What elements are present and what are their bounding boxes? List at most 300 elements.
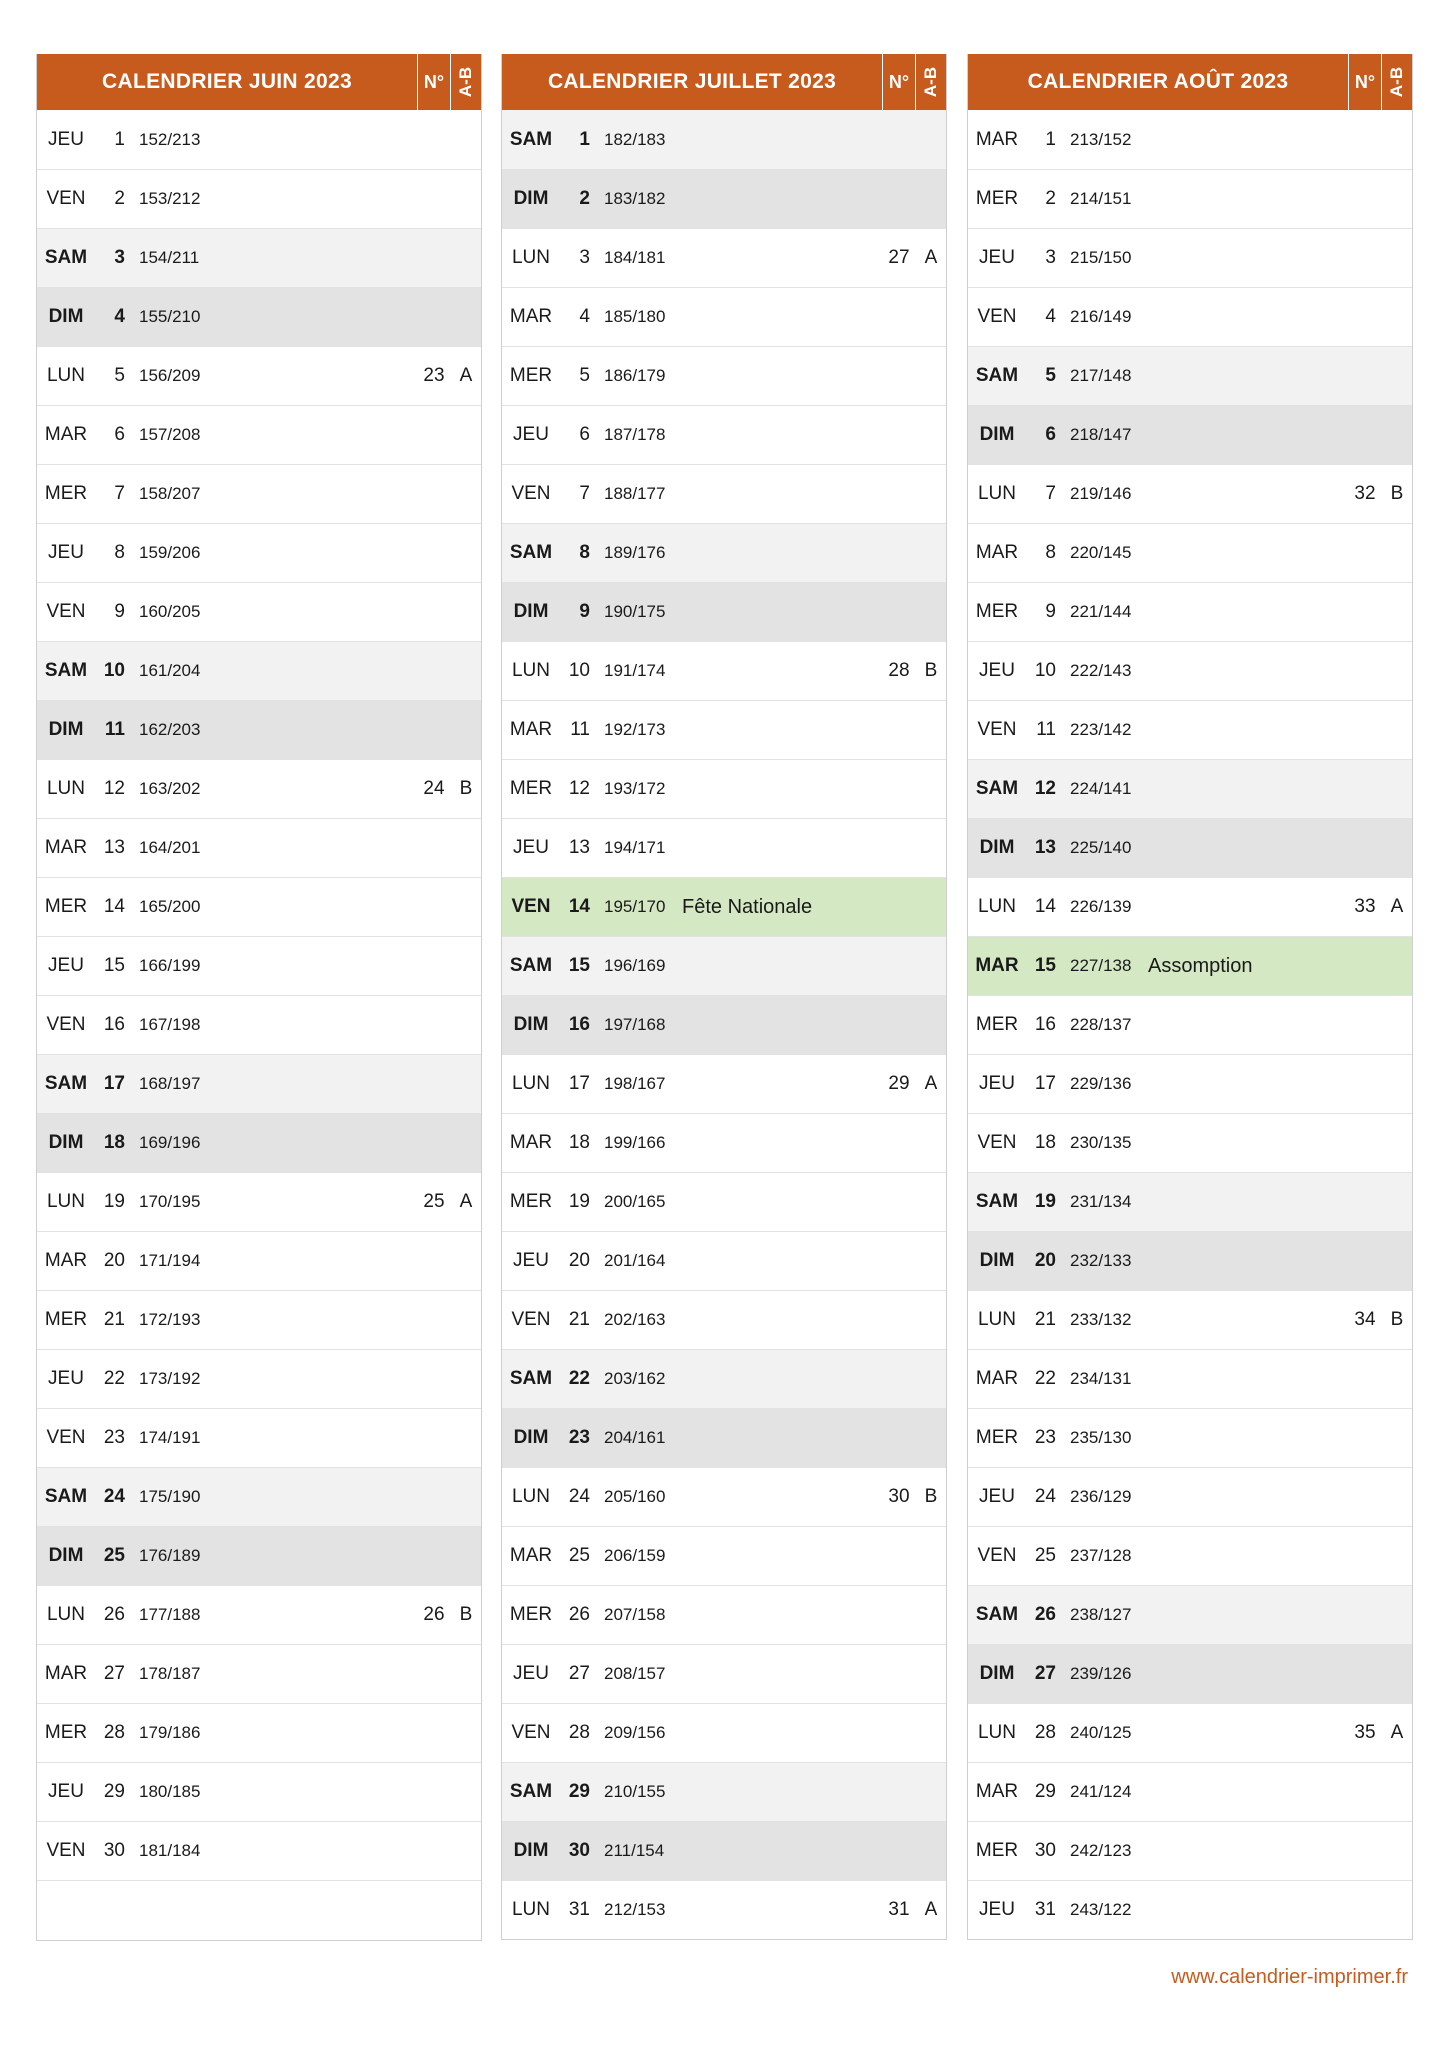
- day-number: 27: [568, 1663, 590, 1684]
- week-number: 32: [1354, 483, 1376, 504]
- day-name: SAM: [44, 1486, 88, 1507]
- day-count: 203/162: [604, 1369, 666, 1388]
- week-number: 25: [423, 1191, 445, 1212]
- day-list: [968, 110, 1412, 1939]
- day-note: Assomption: [1148, 954, 1253, 977]
- day-count: 237/128: [1070, 1546, 1132, 1565]
- ab-week: A: [924, 247, 938, 268]
- day-name: VEN: [46, 1840, 86, 1861]
- day-number: 20: [103, 1250, 125, 1271]
- day-count: 167/198: [139, 1015, 201, 1034]
- day-row: [968, 228, 1412, 287]
- day-name: LUN: [511, 660, 550, 681]
- day-row: [502, 759, 946, 818]
- day-count: 173/192: [139, 1369, 201, 1388]
- day-number: 21: [568, 1309, 590, 1330]
- day-number: 30: [568, 1840, 590, 1861]
- ab-week: A: [924, 1073, 938, 1094]
- day-row: [968, 1526, 1412, 1585]
- day-name: MAR: [509, 306, 553, 327]
- day-count: 172/193: [139, 1310, 201, 1329]
- day-count: 212/153: [604, 1900, 666, 1919]
- day-name: DIM: [513, 1840, 549, 1861]
- day-name: LUN: [977, 1309, 1016, 1330]
- day-count: 175/190: [139, 1487, 201, 1506]
- ab-header: [915, 54, 946, 110]
- day-number: 8: [579, 542, 590, 563]
- day-count: 192/173: [604, 720, 666, 739]
- day-name: JEU: [48, 1368, 84, 1389]
- ab-week: A: [924, 1899, 938, 1920]
- day-name: MER: [44, 1309, 88, 1330]
- day-name: MAR: [44, 424, 88, 445]
- day-name: DIM: [979, 424, 1015, 445]
- day-number: 20: [1034, 1250, 1056, 1271]
- day-number: 11: [570, 719, 590, 740]
- week-number-header: N°: [417, 54, 450, 110]
- day-count: 226/139: [1070, 897, 1132, 916]
- day-count: 176/189: [139, 1546, 201, 1565]
- day-number: 18: [103, 1132, 125, 1153]
- day-count: 240/125: [1070, 1723, 1132, 1742]
- day-number: 13: [103, 837, 125, 858]
- day-row: [37, 287, 481, 346]
- day-number: 2: [1045, 188, 1056, 209]
- day-name: JEU: [979, 1073, 1015, 1094]
- day-number: 26: [103, 1604, 125, 1625]
- day-row: [502, 523, 946, 582]
- day-name: JEU: [979, 247, 1015, 268]
- ab-header-label: A-B: [1387, 66, 1406, 98]
- day-name: MER: [509, 778, 553, 799]
- day-number: 15: [103, 955, 125, 976]
- day-number: 12: [568, 778, 590, 799]
- day-row: [968, 1585, 1412, 1644]
- day-number: 28: [568, 1722, 590, 1743]
- day-row: [37, 1526, 481, 1585]
- day-name: MAR: [975, 955, 1019, 976]
- day-row: [37, 1762, 481, 1821]
- day-count: 163/202: [139, 779, 201, 798]
- day-number: 20: [568, 1250, 590, 1271]
- day-row: [37, 346, 481, 405]
- day-name: VEN: [977, 1132, 1017, 1153]
- day-number: 14: [568, 896, 590, 917]
- day-name: SAM: [509, 1368, 553, 1389]
- day-count: 241/124: [1070, 1782, 1132, 1801]
- day-row: [502, 995, 946, 1054]
- day-number: 8: [1045, 542, 1056, 563]
- day-name: JEU: [979, 1486, 1015, 1507]
- day-count: 205/160: [604, 1487, 666, 1506]
- calendar-july: [501, 54, 947, 1940]
- day-number: 14: [103, 896, 125, 917]
- day-name: JEU: [48, 542, 84, 563]
- day-row: [37, 1290, 481, 1349]
- day-count: 170/195: [139, 1192, 201, 1211]
- day-row: [502, 641, 946, 700]
- day-number: 7: [579, 483, 590, 504]
- day-row: [502, 1644, 946, 1703]
- day-row: [37, 1585, 481, 1644]
- day-name: VEN: [511, 483, 551, 504]
- day-row: [37, 405, 481, 464]
- day-name: MAR: [975, 542, 1019, 563]
- day-name: DIM: [513, 1427, 549, 1448]
- day-number: 12: [1034, 778, 1056, 799]
- day-count: 158/207: [139, 484, 201, 503]
- day-count: 196/169: [604, 956, 666, 975]
- day-name: VEN: [977, 1545, 1017, 1566]
- day-row: [502, 464, 946, 523]
- day-row: [502, 169, 946, 228]
- day-number: 10: [568, 660, 590, 681]
- day-count: 188/177: [604, 484, 666, 503]
- day-name: MER: [509, 365, 553, 386]
- day-row: [502, 287, 946, 346]
- calendar-title: CALENDRIER JUILLET 2023: [547, 70, 837, 93]
- day-number: 5: [579, 365, 590, 386]
- day-row: [37, 1821, 481, 1880]
- day-number: 25: [568, 1545, 590, 1566]
- day-row: [968, 1231, 1412, 1290]
- day-name: LUN: [977, 483, 1016, 504]
- week-number: 27: [888, 247, 910, 268]
- week-number: 24: [423, 778, 445, 799]
- day-name: VEN: [46, 188, 86, 209]
- day-number: 24: [103, 1486, 125, 1507]
- day-name: VEN: [511, 1309, 551, 1330]
- day-row: [968, 995, 1412, 1054]
- day-number: 18: [568, 1132, 590, 1153]
- day-count: 182/183: [604, 129, 666, 149]
- day-row: [968, 169, 1412, 228]
- day-number: 31: [568, 1899, 590, 1920]
- day-name: SAM: [44, 660, 88, 681]
- day-note: Fête Nationale: [682, 895, 813, 918]
- ab-week: B: [1390, 483, 1404, 504]
- day-count: 177/188: [139, 1605, 201, 1624]
- ab-week: B: [1390, 1309, 1404, 1330]
- day-name: LUN: [511, 247, 550, 268]
- day-number: 15: [1034, 955, 1056, 976]
- day-row: [37, 759, 481, 818]
- day-number: 18: [1034, 1132, 1056, 1153]
- day-name: LUN: [977, 896, 1016, 917]
- day-number: 3: [1045, 247, 1056, 268]
- day-row: [968, 1821, 1412, 1880]
- day-number: 14: [1034, 896, 1056, 917]
- day-count: 238/127: [1070, 1605, 1132, 1624]
- day-count: 209/156: [604, 1723, 666, 1742]
- day-name: MER: [509, 1191, 553, 1212]
- day-name: LUN: [511, 1486, 550, 1507]
- day-name: JEU: [513, 837, 549, 858]
- day-row: [968, 877, 1412, 936]
- day-row: [37, 523, 481, 582]
- day-row: [968, 1762, 1412, 1821]
- day-count: 206/159: [604, 1546, 666, 1565]
- day-number: 5: [114, 365, 125, 386]
- day-name: JEU: [513, 424, 549, 445]
- day-number: 22: [568, 1368, 590, 1389]
- day-count: 200/165: [604, 1192, 666, 1211]
- week-number: 30: [888, 1486, 910, 1507]
- day-row: [502, 936, 946, 995]
- day-row: [37, 1113, 481, 1172]
- day-name: MAR: [44, 1663, 88, 1684]
- day-name: LUN: [46, 1191, 85, 1212]
- day-number: 10: [1034, 660, 1056, 681]
- day-name: LUN: [511, 1073, 550, 1094]
- day-row: [502, 1880, 946, 1939]
- day-row: [502, 877, 946, 936]
- day-number: 19: [103, 1191, 125, 1212]
- day-number: 24: [1034, 1486, 1056, 1507]
- day-number: 4: [114, 306, 125, 327]
- day-number: 28: [103, 1722, 125, 1743]
- day-name: JEU: [513, 1663, 549, 1684]
- day-count: 233/132: [1070, 1310, 1132, 1329]
- day-count: 216/149: [1070, 307, 1132, 326]
- day-row: [968, 1467, 1412, 1526]
- day-list: [502, 110, 946, 1939]
- day-number: 30: [103, 1840, 125, 1861]
- week-number: 28: [888, 660, 910, 681]
- day-row: [37, 641, 481, 700]
- day-name: SAM: [44, 247, 88, 268]
- ab-header-label: A-B: [456, 66, 475, 98]
- footer-url[interactable]: www.calendrier-imprimer.fr: [1171, 1966, 1408, 1988]
- day-count: 207/158: [604, 1605, 666, 1624]
- day-name: JEU: [48, 128, 84, 150]
- day-name: DIM: [48, 306, 84, 327]
- day-number: 30: [1034, 1840, 1056, 1861]
- day-number: 6: [1045, 424, 1056, 445]
- day-count: 160/205: [139, 602, 201, 621]
- day-name: SAM: [975, 365, 1019, 386]
- day-name: DIM: [979, 1250, 1015, 1271]
- day-count: 215/150: [1070, 248, 1132, 267]
- calendar-title: CALENDRIER AOÛT 2023: [1027, 70, 1289, 93]
- day-number: 16: [568, 1014, 590, 1035]
- day-name: SAM: [509, 128, 553, 150]
- ab-week: B: [459, 778, 473, 799]
- calendar-june: [36, 54, 482, 1941]
- day-name: SAM: [509, 955, 553, 976]
- day-count: 228/137: [1070, 1015, 1132, 1034]
- day-number: 19: [1034, 1191, 1056, 1212]
- day-name: JEU: [979, 660, 1015, 681]
- day-row: [968, 1408, 1412, 1467]
- day-count: 198/167: [604, 1074, 666, 1093]
- day-row: [502, 228, 946, 287]
- day-count: 214/151: [1070, 189, 1132, 208]
- day-row: [502, 1821, 946, 1880]
- day-number: 22: [103, 1368, 125, 1389]
- day-row: [37, 936, 481, 995]
- day-number: 4: [579, 306, 590, 327]
- day-name: JEU: [513, 1250, 549, 1271]
- day-number: 11: [104, 719, 125, 740]
- day-name: VEN: [46, 1427, 86, 1448]
- week-number: 29: [888, 1073, 910, 1094]
- day-number: 24: [568, 1486, 590, 1507]
- day-name: DIM: [48, 1545, 84, 1566]
- day-row: [968, 1113, 1412, 1172]
- day-name: MAR: [509, 719, 553, 740]
- day-count: 181/184: [139, 1841, 201, 1860]
- day-number: 7: [1045, 483, 1056, 504]
- day-number: 29: [103, 1781, 125, 1802]
- day-name: DIM: [513, 1014, 549, 1035]
- calendar-header: [502, 54, 946, 110]
- day-count: 229/136: [1070, 1074, 1132, 1093]
- day-row: [968, 582, 1412, 641]
- day-row: [37, 464, 481, 523]
- day-name: SAM: [975, 778, 1019, 799]
- day-number: 23: [103, 1427, 125, 1448]
- day-name: MAR: [509, 1545, 553, 1566]
- day-name: SAM: [975, 1191, 1019, 1212]
- day-row: [37, 228, 481, 287]
- day-number: 27: [103, 1663, 125, 1684]
- day-row: [968, 936, 1412, 995]
- day-name: VEN: [511, 1722, 551, 1743]
- day-number: 2: [579, 188, 590, 209]
- day-row: [37, 1172, 481, 1231]
- day-row: [502, 1526, 946, 1585]
- day-name: MER: [975, 1014, 1019, 1035]
- day-name: SAM: [44, 1073, 88, 1094]
- day-row: [502, 818, 946, 877]
- day-row: [37, 1467, 481, 1526]
- day-count: 189/176: [604, 543, 666, 562]
- day-name: DIM: [979, 1663, 1015, 1684]
- day-count: 190/175: [604, 602, 666, 621]
- day-number: 6: [579, 424, 590, 445]
- day-row: [502, 1172, 946, 1231]
- day-number: 15: [568, 955, 590, 976]
- day-name: DIM: [979, 837, 1015, 858]
- day-number: 16: [1034, 1014, 1056, 1035]
- day-row: [37, 1054, 481, 1113]
- day-number: 4: [1045, 306, 1056, 327]
- day-count: 154/211: [139, 248, 200, 267]
- day-row: [502, 700, 946, 759]
- day-number: 9: [114, 601, 125, 622]
- week-number: 34: [1354, 1309, 1376, 1330]
- week-number-header: N°: [1348, 54, 1381, 110]
- day-count: 202/163: [604, 1310, 666, 1329]
- day-count: 218/147: [1070, 425, 1132, 444]
- day-row: [37, 1408, 481, 1467]
- day-count: 153/212: [139, 189, 201, 208]
- day-name: JEU: [48, 955, 84, 976]
- day-name: LUN: [46, 1604, 85, 1625]
- day-name: VEN: [977, 719, 1017, 740]
- day-count: 166/199: [139, 956, 201, 975]
- day-row: [502, 582, 946, 641]
- day-name: MER: [975, 188, 1019, 209]
- day-count: 169/196: [139, 1133, 201, 1152]
- day-number: 17: [103, 1073, 125, 1094]
- day-row: [37, 1703, 481, 1762]
- day-row: [37, 700, 481, 759]
- day-number: 1: [579, 128, 590, 150]
- day-number: 25: [1034, 1545, 1056, 1566]
- day-count: 232/133: [1070, 1251, 1132, 1270]
- day-number: 31: [1034, 1899, 1056, 1920]
- ab-week: B: [459, 1604, 473, 1625]
- day-count: 243/122: [1070, 1900, 1132, 1919]
- day-count: 221/144: [1070, 602, 1132, 621]
- ab-header-label: A-B: [921, 66, 940, 98]
- day-count: 204/161: [604, 1428, 666, 1447]
- day-number: 22: [1034, 1368, 1056, 1389]
- day-row: [37, 818, 481, 877]
- day-name: SAM: [509, 1781, 553, 1802]
- day-count: 174/191: [139, 1428, 201, 1447]
- day-row: [502, 1703, 946, 1762]
- day-count: 201/164: [604, 1251, 666, 1270]
- day-number: 1: [1045, 128, 1056, 150]
- day-row: [968, 1644, 1412, 1703]
- day-name: MER: [509, 1604, 553, 1625]
- ab-header: [450, 54, 481, 110]
- ab-week: A: [459, 365, 473, 386]
- day-row: [502, 110, 946, 169]
- day-name: LUN: [46, 365, 85, 386]
- day-count: 210/155: [604, 1782, 666, 1801]
- day-count: 242/123: [1070, 1841, 1132, 1860]
- day-count: 179/186: [139, 1723, 201, 1742]
- day-name: MAR: [44, 837, 88, 858]
- day-row: [968, 405, 1412, 464]
- calendar-header: [968, 54, 1412, 110]
- day-number: 8: [114, 542, 125, 563]
- day-row: [968, 1290, 1412, 1349]
- day-count: 234/131: [1070, 1369, 1132, 1388]
- day-row: [37, 169, 481, 228]
- week-number: 31: [888, 1899, 910, 1920]
- day-number: 9: [1045, 601, 1056, 622]
- week-number: 35: [1354, 1722, 1376, 1743]
- day-row: [502, 1585, 946, 1644]
- day-number: 9: [579, 601, 590, 622]
- day-name: VEN: [511, 896, 551, 917]
- day-row: [37, 877, 481, 936]
- day-name: JEU: [979, 1899, 1015, 1920]
- day-row: [968, 1880, 1412, 1939]
- day-row: [502, 1054, 946, 1113]
- day-number: 7: [114, 483, 125, 504]
- day-name: MAR: [975, 1368, 1019, 1389]
- day-number: 16: [103, 1014, 125, 1035]
- week-number: 33: [1354, 896, 1376, 917]
- day-count: 208/157: [604, 1664, 666, 1683]
- day-number: 5: [1045, 365, 1056, 386]
- day-count: 197/168: [604, 1015, 666, 1034]
- day-count: 164/201: [139, 838, 201, 857]
- day-count: 211/154: [604, 1841, 665, 1860]
- day-row: [502, 405, 946, 464]
- day-number: 25: [103, 1545, 125, 1566]
- week-number: 26: [423, 1604, 445, 1625]
- ab-week: A: [459, 1191, 473, 1212]
- day-count: 171/194: [139, 1251, 201, 1270]
- day-row: [37, 1349, 481, 1408]
